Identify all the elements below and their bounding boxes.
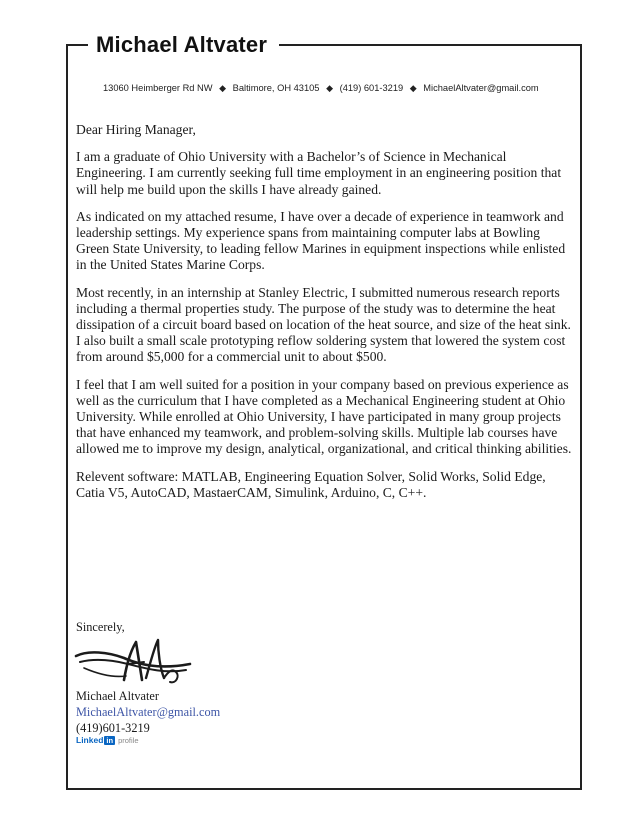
- linkedin-profile-label: profile: [118, 735, 139, 745]
- closing: Sincerely,: [76, 620, 125, 634]
- paragraph-1: I am a graduate of Ohio University with a Bachelor’s of Science in Mechanical Engineering. I am currently seeking full time employment in an engineering position that will help me build upon the skills I have already gained.: [76, 149, 562, 197]
- paragraph-4: I feel that I am well suited for a position in your company based on previous experience as well as the curriculum that I have completed as a Mechanical Engineering student at Ohio University. While enrolled at Ohio University, I have participated in many group projects that have enhanced my teamwork, and problem-solving skills. Multiple lab courses have allowed me to improve my design, analytical, organizational, and critical thinking abilities.: [76, 376, 572, 457]
- email[interactable]: MichaelAltvater@gmail.com: [423, 83, 539, 93]
- diamond-separator-icon: ◆: [326, 83, 333, 93]
- address: 13060 Heimberger Rd NW: [103, 83, 213, 93]
- signature-name: Michael Altvater: [76, 689, 159, 703]
- linkedin-logo-text: Linked: [76, 735, 104, 745]
- letter-body: [76, 122, 576, 512]
- linkedin-profile-badge[interactable]: [76, 735, 139, 745]
- paragraph-3: Most recently, in an internship at Stanley Electric, I submitted numerous research reports including a thermal properties study. The purpose of the study was to determine the heat dissipation of a circuit board based on location of the heat source, and size of the heat sink. I also built a small scale prototyping reflow soldering system that lowered the system cost from around $5,000 for a commercial unit to about $500.: [76, 284, 571, 365]
- paragraph-software: Relevent software: MATLAB, Engineering Equation Solver, Solid Works, Solid Edge, Catia V5, AutoCAD, MastaerCAM, Simulink, Arduino, C, C++.: [76, 468, 546, 500]
- diamond-separator-icon: ◆: [219, 83, 227, 93]
- diamond-separator-icon: ◆: [409, 83, 417, 93]
- phone: (419) 601-3219: [339, 83, 404, 93]
- paragraph-2: As indicated on my attached resume, I have over a decade of experience in teamwork and leadership settings. My experience spans from maintaining computer labs at Bowling Green State University, to leading fellow Marines in equipment inspections while enlisted in the United States Marine Corps.: [76, 208, 566, 273]
- handwritten-signature: [68, 634, 198, 690]
- linkedin-logo-icon: in: [106, 735, 114, 745]
- name-header: [88, 32, 279, 58]
- salutation: Dear Hiring Manager,: [76, 122, 196, 137]
- contact-line: [103, 82, 539, 94]
- signature-phone: (419)601-3219: [76, 721, 150, 735]
- city: Baltimore, OH 43105: [232, 83, 320, 93]
- signature-email-link[interactable]: MichaelAltvater@gmail.com: [76, 705, 221, 719]
- applicant-name: Michael Altvater: [96, 32, 268, 57]
